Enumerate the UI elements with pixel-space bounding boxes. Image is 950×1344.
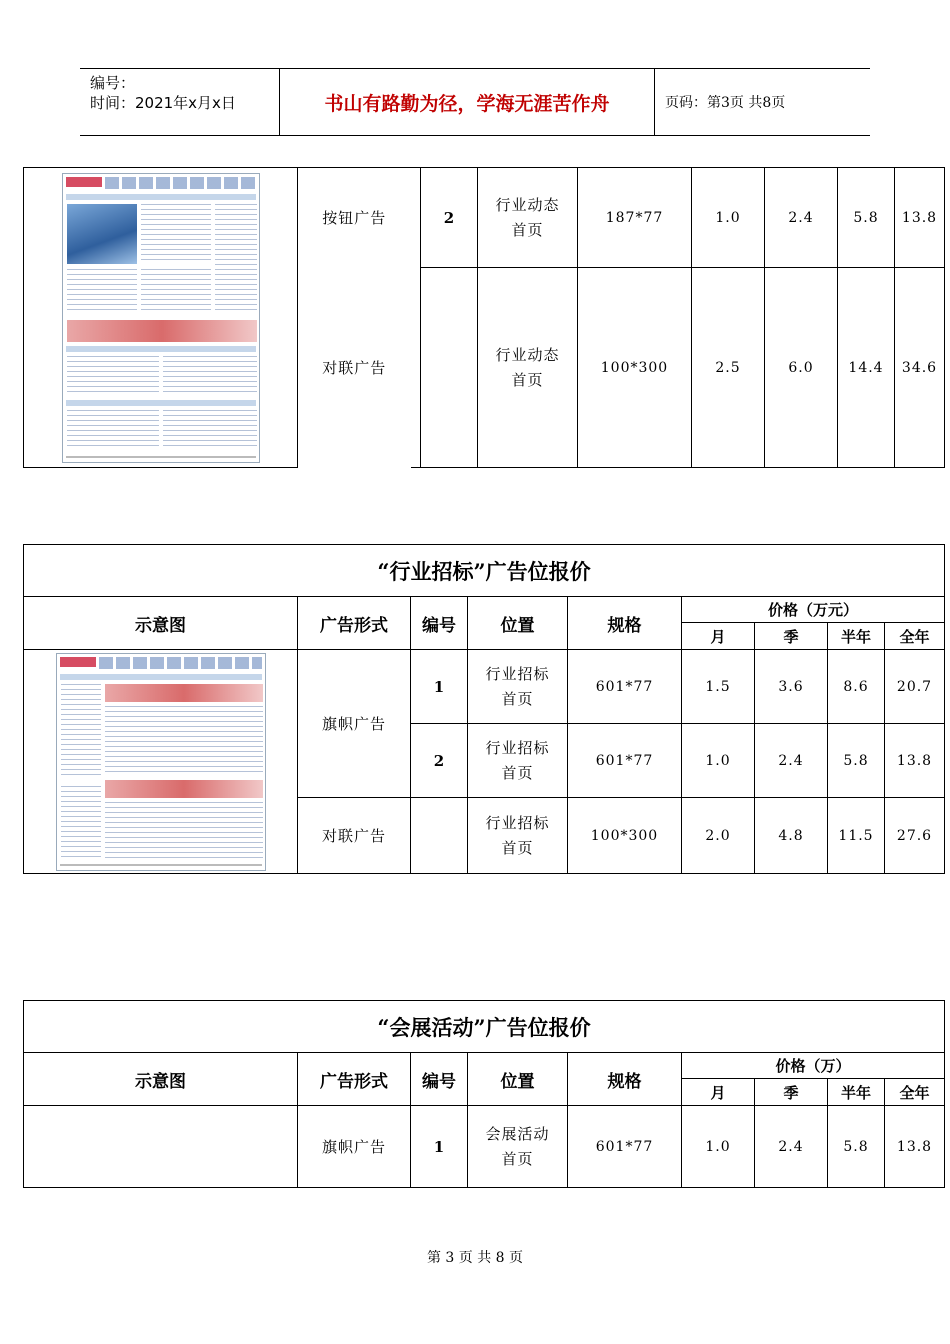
col-head-price: 价格（万元） bbox=[682, 597, 945, 623]
industry-news-page-thumbnail bbox=[62, 173, 260, 463]
ad-form-cell: 按钮广告 bbox=[298, 168, 411, 268]
col-head-month: 月 bbox=[682, 623, 755, 650]
page-header bbox=[80, 68, 870, 136]
ad-position-cell bbox=[468, 650, 568, 724]
ad-form-cell: 对联广告 bbox=[322, 359, 387, 377]
ad-number-cell: 2 bbox=[411, 724, 468, 798]
diagram-cell bbox=[24, 168, 298, 468]
industry-news-price-table bbox=[23, 167, 945, 468]
table-title: “行业招标”广告位报价 bbox=[24, 545, 945, 597]
price-season-cell: 3.6 bbox=[755, 650, 828, 724]
ad-spec-cell: 601*77 bbox=[568, 1106, 682, 1188]
header-page-label: 页码：第3页 共8页 bbox=[665, 95, 786, 111]
col-head-spec: 规格 bbox=[568, 1053, 682, 1106]
price-year-cell: 13.8 bbox=[885, 724, 945, 798]
ad-position-line: 首页 bbox=[511, 370, 544, 389]
price-season-cell: 2.4 bbox=[765, 168, 838, 268]
col-head-half-year: 半年 bbox=[828, 1079, 885, 1106]
ad-position-line: 首页 bbox=[501, 763, 534, 782]
tender-page-thumbnail bbox=[56, 653, 266, 871]
col-head-form: 广告形式 bbox=[298, 1053, 411, 1106]
ad-form-cell: 旗帜广告 bbox=[298, 1106, 411, 1188]
ad-position-line: 首页 bbox=[501, 838, 534, 857]
price-month-cell: 1.0 bbox=[682, 724, 755, 798]
ad-position-line: 首页 bbox=[511, 220, 544, 239]
col-head-price: 价格（万） bbox=[682, 1053, 945, 1079]
ad-position-line: 首页 bbox=[501, 689, 534, 708]
col-head-form: 广告形式 bbox=[298, 597, 411, 650]
ad-position-line: 会展活动 bbox=[485, 1124, 550, 1143]
col-head-spec: 规格 bbox=[568, 597, 682, 650]
price-month-cell: 1.0 bbox=[682, 1106, 755, 1188]
ad-form-cell: 对联广告 bbox=[298, 798, 411, 874]
price-half-year-cell: 5.8 bbox=[828, 1106, 885, 1188]
col-head-year: 全年 bbox=[885, 623, 945, 650]
exhibition-price-table bbox=[23, 1000, 945, 1188]
price-season-cell: 4.8 bbox=[755, 798, 828, 874]
col-head-half-year: 半年 bbox=[828, 623, 885, 650]
price-year-cell: 13.8 bbox=[895, 168, 945, 268]
ad-position-line: 首页 bbox=[501, 1149, 534, 1168]
price-month-cell: 1.0 bbox=[692, 168, 765, 268]
ad-number-cell: 1 bbox=[411, 1106, 468, 1188]
ad-position-cell bbox=[468, 798, 568, 874]
col-head-month: 月 bbox=[682, 1079, 755, 1106]
ad-form-cell: 旗帜广告 bbox=[298, 650, 411, 798]
price-half-year-cell: 8.6 bbox=[828, 650, 885, 724]
ad-position-cell bbox=[468, 1106, 568, 1188]
col-head-diagram: 示意图 bbox=[24, 597, 298, 650]
price-month-cell: 2.5 bbox=[692, 268, 765, 468]
price-half-year-cell: 5.8 bbox=[828, 724, 885, 798]
col-head-season: 季 bbox=[755, 1079, 828, 1106]
price-half-year-cell: 11.5 bbox=[828, 798, 885, 874]
page-footer: 第 3 页 共 8 页 bbox=[426, 1250, 524, 1266]
price-half-year-cell: 5.8 bbox=[838, 168, 895, 268]
ad-position-line: 行业招标 bbox=[485, 738, 550, 757]
ad-number-cell bbox=[411, 798, 468, 874]
col-head-season: 季 bbox=[755, 623, 828, 650]
ad-position-line: 行业招标 bbox=[485, 664, 550, 683]
ad-number-cell: 2 bbox=[421, 168, 478, 268]
price-month-cell: 2.0 bbox=[682, 798, 755, 874]
ad-spec-cell: 601*77 bbox=[568, 724, 682, 798]
price-season-cell: 2.4 bbox=[755, 724, 828, 798]
price-year-cell: 34.6 bbox=[895, 268, 945, 468]
diagram-cell bbox=[24, 650, 298, 874]
col-head-position: 位置 bbox=[468, 597, 568, 650]
ad-spec-cell: 100*300 bbox=[578, 268, 692, 468]
doc-time-label: 时间：2021年x月x日 bbox=[90, 94, 236, 112]
col-head-diagram: 示意图 bbox=[24, 1053, 298, 1106]
price-year-cell: 13.8 bbox=[885, 1106, 945, 1188]
price-month-cell: 1.5 bbox=[682, 650, 755, 724]
ad-position-line: 行业招标 bbox=[485, 813, 550, 832]
diagram-cell bbox=[24, 1106, 298, 1188]
price-year-cell: 20.7 bbox=[885, 650, 945, 724]
ad-number-cell: 1 bbox=[411, 650, 468, 724]
ad-position-cell bbox=[478, 268, 578, 468]
ad-position-cell bbox=[478, 168, 578, 268]
table-title: “会展活动”广告位报价 bbox=[24, 1001, 945, 1053]
price-season-cell: 2.4 bbox=[755, 1106, 828, 1188]
col-head-number: 编号 bbox=[411, 597, 468, 650]
price-half-year-cell: 14.4 bbox=[838, 268, 895, 468]
price-season-cell: 6.0 bbox=[765, 268, 838, 468]
ad-spec-cell: 100*300 bbox=[568, 798, 682, 874]
ad-spec-cell: 187*77 bbox=[578, 168, 692, 268]
price-year-cell: 27.6 bbox=[885, 798, 945, 874]
header-motto: 书山有路勤为径，学海无涯苦作舟 bbox=[280, 69, 655, 135]
col-head-year: 全年 bbox=[885, 1079, 945, 1106]
header-meta bbox=[80, 69, 280, 135]
col-head-position: 位置 bbox=[468, 1053, 568, 1106]
ad-spec-cell: 601*77 bbox=[568, 650, 682, 724]
doc-number-label: 编号： bbox=[90, 74, 136, 92]
ad-position-cell bbox=[468, 724, 568, 798]
ad-position-line: 行业动态 bbox=[495, 345, 560, 364]
tender-price-table bbox=[23, 544, 945, 874]
col-head-number: 编号 bbox=[411, 1053, 468, 1106]
ad-number-cell bbox=[421, 268, 478, 468]
ad-position-line: 行业动态 bbox=[495, 195, 560, 214]
